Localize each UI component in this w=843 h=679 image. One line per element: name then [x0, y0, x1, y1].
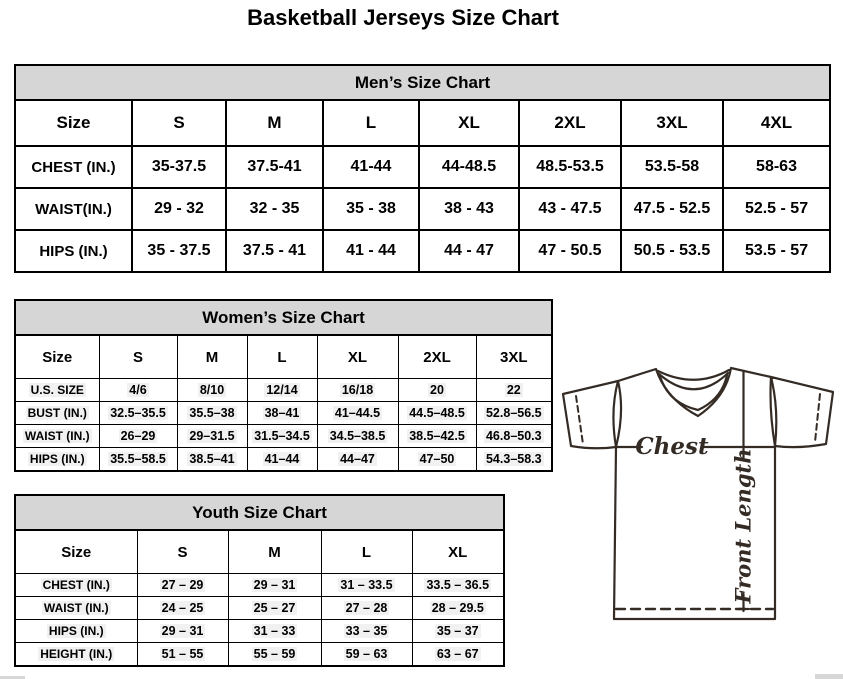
womens-col-m: M	[177, 335, 247, 379]
cell: 41-44	[323, 146, 419, 188]
cell: 38.5–42.5	[409, 429, 465, 443]
row-label: CHEST (IN.)	[15, 146, 132, 188]
womens-bust-row	[15, 402, 552, 425]
cell: 35 - 37.5	[132, 230, 226, 272]
mens-header-row	[15, 100, 830, 146]
cell: 32.5–35.5	[110, 406, 166, 420]
mens-col-4xl: 4XL	[723, 100, 830, 146]
cell: 26–29	[120, 429, 156, 443]
womens-col-l: L	[247, 335, 317, 379]
youth-height-row	[15, 643, 504, 667]
cell: 35 - 38	[323, 188, 419, 230]
cell: 41–44.5	[334, 406, 381, 420]
cell: 58-63	[723, 146, 830, 188]
cell: 8/10	[199, 383, 225, 397]
jersey-measurement-diagram	[558, 361, 843, 633]
row-label: WAIST (IN.)	[24, 429, 90, 443]
womens-hips-row	[15, 448, 552, 472]
cell: 38–41	[264, 406, 300, 420]
cell: 48.5-53.5	[519, 146, 621, 188]
chest-label: Chest	[635, 433, 709, 460]
cell: 38.5–41	[189, 452, 235, 466]
mens-size-table	[14, 64, 831, 273]
cell: 28 – 29.5	[431, 601, 484, 615]
cell: 12/14	[266, 383, 298, 397]
cell: 27 – 28	[345, 601, 388, 615]
womens-waist-row	[15, 425, 552, 448]
front-length-label: Front Length	[730, 448, 756, 604]
cell: 35.5–38	[189, 406, 235, 420]
cell: 54.3–58.3	[485, 452, 542, 466]
cell: 52.8–56.5	[485, 406, 542, 420]
cell: 29 - 32	[132, 188, 226, 230]
cell: 44-48.5	[419, 146, 519, 188]
cell: 47 - 50.5	[519, 230, 621, 272]
page-title: Basketball Jerseys Size Chart	[247, 5, 559, 30]
cell: 35-37.5	[132, 146, 226, 188]
cell: 29 – 31	[161, 624, 204, 638]
youth-chest-row	[15, 574, 504, 597]
cell: 51 – 55	[161, 647, 204, 661]
youth-size-table	[14, 494, 505, 667]
womens-col-s: S	[99, 335, 177, 379]
row-label: CHEST (IN.)	[42, 578, 110, 592]
cell: 25 – 27	[253, 601, 296, 615]
mens-col-l: L	[323, 100, 419, 146]
womens-size-table	[14, 299, 553, 472]
youth-col-m: M	[228, 530, 321, 574]
mens-col-3xl: 3XL	[621, 100, 723, 146]
womens-header-row	[15, 335, 552, 379]
cell: 44 - 47	[419, 230, 519, 272]
cell: 4/6	[129, 383, 147, 397]
youth-col-s: S	[137, 530, 228, 574]
cell: 37.5-41	[226, 146, 323, 188]
cell: 46.8–50.3	[485, 429, 542, 443]
cell: 33.5 – 36.5	[426, 578, 490, 592]
mens-col-s: S	[132, 100, 226, 146]
row-label: HIPS (IN.)	[48, 624, 104, 638]
youth-col-xl: XL	[412, 530, 504, 574]
womens-col-3xl: 3XL	[476, 335, 552, 379]
cell: 22	[506, 383, 521, 397]
row-label: HEIGHT (IN.)	[40, 647, 113, 661]
cell: 27 – 29	[161, 578, 204, 592]
cell: 63 – 67	[436, 647, 479, 661]
cell: 55 – 59	[253, 647, 296, 661]
womens-ussize-row	[15, 379, 552, 402]
cell: 20	[430, 383, 444, 397]
mens-waist-row	[15, 188, 830, 230]
cell: 52.5 - 57	[723, 188, 830, 230]
youth-table-title: Youth Size Chart	[15, 495, 504, 530]
cell: 24 – 25	[161, 601, 204, 615]
cell: 35 – 37	[436, 624, 479, 638]
cell: 31 – 33.5	[340, 578, 393, 592]
womens-col-size: Size	[15, 335, 99, 379]
cell: 59 – 63	[345, 647, 388, 661]
cell: 16/18	[341, 383, 374, 397]
cell: 50.5 - 53.5	[621, 230, 723, 272]
cell: 41 - 44	[323, 230, 419, 272]
youth-header-row	[15, 530, 504, 574]
cell: 31 – 33	[253, 624, 296, 638]
mens-col-xl: XL	[419, 100, 519, 146]
cell: 44–47	[340, 452, 375, 466]
cell: 43 - 47.5	[519, 188, 621, 230]
row-label: WAIST (IN.)	[43, 601, 109, 615]
row-label: BUST (IN.)	[27, 406, 87, 420]
cell: 34.5–38.5	[329, 429, 386, 443]
row-label: U.S. SIZE	[30, 383, 84, 397]
womens-col-xl: XL	[317, 335, 398, 379]
mens-hips-row	[15, 230, 830, 272]
jersey-right-sleeve	[771, 377, 833, 447]
cell: 44.5–48.5	[409, 406, 465, 420]
cell: 29–31.5	[189, 429, 235, 443]
mens-col-2xl: 2XL	[519, 100, 621, 146]
cell: 37.5 - 41	[226, 230, 323, 272]
row-label: WAIST(IN.)	[15, 188, 132, 230]
mens-chest-row	[15, 146, 830, 188]
cell: 53.5-58	[621, 146, 723, 188]
cell: 33 – 35	[345, 624, 388, 638]
cell: 47.5 - 52.5	[621, 188, 723, 230]
cell: 53.5 - 57	[723, 230, 830, 272]
jersey-left-sleeve	[563, 381, 618, 448]
cell: 31.5–34.5	[254, 429, 310, 443]
cell: 41–44	[264, 452, 300, 466]
womens-col-2xl: 2XL	[398, 335, 476, 379]
row-label: HIPS (IN.)	[15, 230, 132, 272]
scrollbar-fragment-right	[815, 674, 843, 679]
youth-col-l: L	[321, 530, 412, 574]
cell: 47–50	[419, 452, 455, 466]
youth-col-size: Size	[15, 530, 137, 574]
cell: 29 – 31	[253, 578, 296, 592]
mens-col-size: Size	[15, 100, 132, 146]
youth-hips-row	[15, 620, 504, 643]
cell: 38 - 43	[419, 188, 519, 230]
mens-col-m: M	[226, 100, 323, 146]
cell: 35.5–58.5	[110, 452, 166, 466]
jersey-collar-arc-outer	[658, 370, 729, 380]
cell: 32 - 35	[226, 188, 323, 230]
mens-table-title: Men’s Size Chart	[15, 65, 830, 100]
womens-table-title: Women’s Size Chart	[15, 300, 552, 335]
youth-waist-row	[15, 597, 504, 620]
row-label: HIPS (IN.)	[29, 452, 85, 466]
